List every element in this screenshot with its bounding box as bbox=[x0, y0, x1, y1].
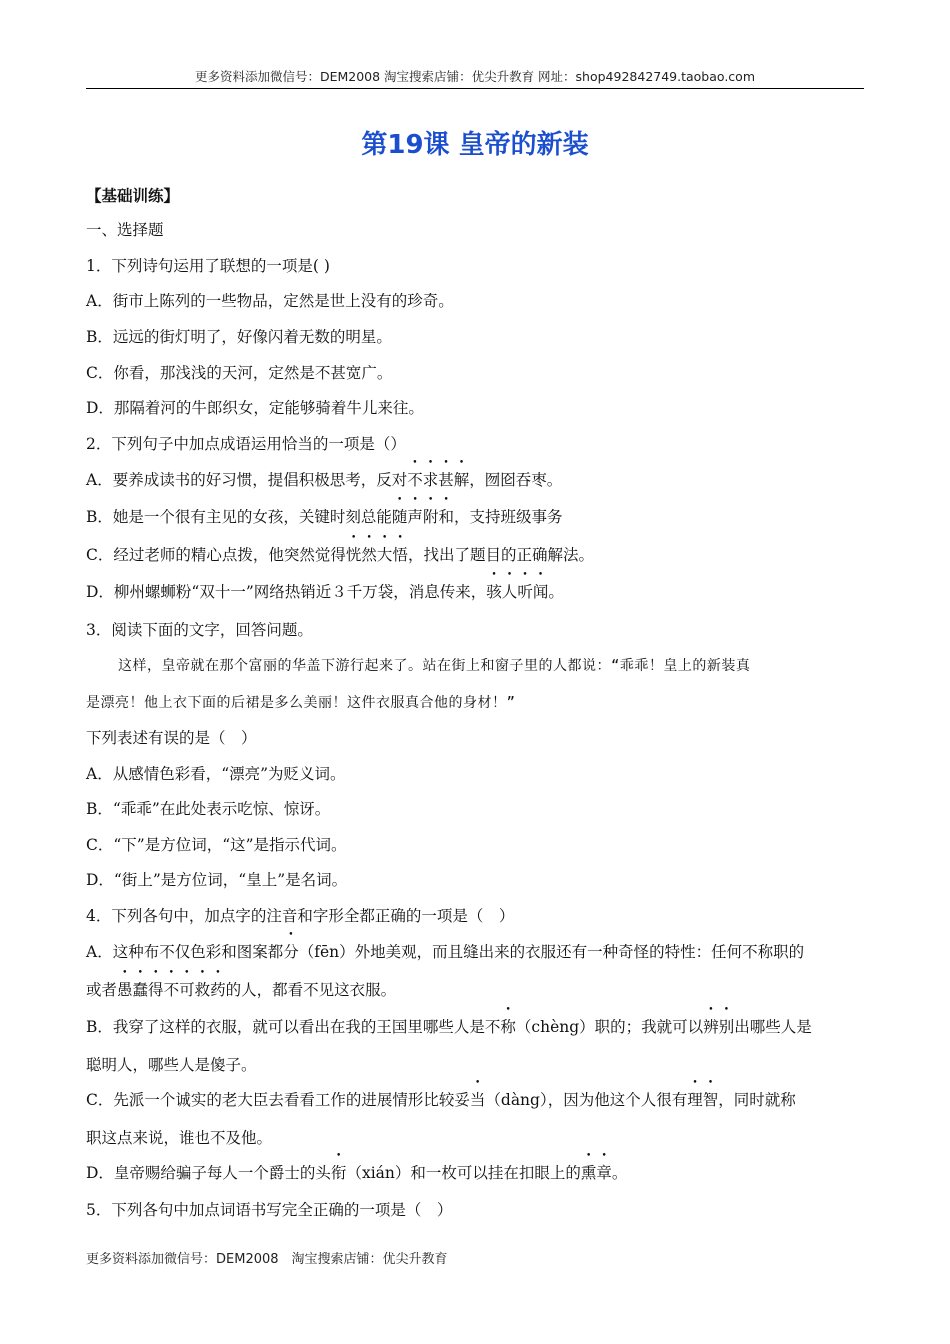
q4-option-b-line2: 聪明人，哪些人是傻子。 bbox=[86, 1056, 257, 1074]
q4-stem: 4．下列各句中，加点字的注音和字形全都正确的一项是（ ） bbox=[86, 907, 515, 925]
q1-option-c: C．你看，那浅浅的天河，定然是不甚宽广。 bbox=[86, 364, 393, 382]
q1-stem: 1．下列诗句运用了联想的一项是( ) bbox=[86, 257, 330, 275]
part-heading: 一、选择题 bbox=[86, 221, 164, 239]
q5-stem: 5．下列各句中加点词语书写完全正确的一项是（ ） bbox=[86, 1201, 453, 1219]
page-footer: 更多资料添加微信号：DEM2008 淘宝搜索店铺：优尖升教育 bbox=[86, 1252, 448, 1267]
page-header: 更多资料添加微信号：DEM2008 淘宝搜索店铺：优尖升教育 网址：shop492842749.taobao.com bbox=[194, 69, 756, 84]
q2-option-c: C．经过老师的精心点拨，他突然觉得恍然大悟，找出了题目的正确解法。 bbox=[86, 546, 594, 564]
q3-question: 下列表述有误的是（ ） bbox=[86, 729, 257, 747]
q2-option-a: A．要养成读书的好习惯，提倡积极思考，反对不求甚解，囫囵吞枣。 bbox=[86, 471, 563, 489]
q3-option-c: C．“下”是方位词，“这”是指示代词。 bbox=[86, 836, 347, 854]
q3-option-d: D．“街上”是方位词，“皇上”是名词。 bbox=[86, 871, 348, 889]
header-rule bbox=[86, 88, 864, 89]
q3-stem: 3．阅读下面的文字，回答问题。 bbox=[86, 621, 313, 639]
lesson-title: 第19课 皇帝的新装 bbox=[361, 130, 589, 160]
q4-option-b-line1: B．我穿了这样的衣服，就可以看出在我的王国里哪些人是不称（chèng）职的；我就可以辨别出哪些人是 bbox=[86, 1018, 812, 1036]
q2-stem: 2．下列句子中加点成语运用恰当的一项是（） bbox=[86, 435, 406, 453]
q4-option-d: D．皇帝赐给骗子每人一个爵士的头衔（xián）和一枚可以挂在扣眼上的熏章。 bbox=[86, 1164, 628, 1182]
q1-option-b: B．远远的街灯明了，好像闪着无数的明星。 bbox=[86, 328, 392, 346]
q1-option-a: A．街市上陈列的一些物品，定然是世上没有的珍奇。 bbox=[86, 292, 454, 310]
q4-option-a-line1: A．这种布不仅色彩和图案都分（fēn）外地美观，而且缝出来的衣服还有一种奇怪的特性：任何不称职的 bbox=[86, 943, 805, 961]
q3-passage-line2: 是漂亮！他上衣下面的后裙是多么美丽！这件衣服真合他的身材！” bbox=[86, 695, 516, 711]
section-heading: 【基础训练】 bbox=[86, 187, 180, 205]
q3-passage-line1: 这样，皇帝就在那个富丽的华盖下游行起来了。站在街上和窗子里的人都说：“乖乖！皇上的新装真 bbox=[118, 658, 751, 674]
q4-option-c-line1: C．先派一个诚实的老大臣去看看工作的进展情形比较妥当（dàng），因为他这个人很有理智，同时就称 bbox=[86, 1091, 796, 1109]
q1-option-d: D．那隔着河的牛郎织女，定能够骑着牛儿来往。 bbox=[86, 399, 424, 417]
q2-option-d: D．柳州螺蛳粉“双十一”网络热销近３千万袋，消息传来，骇人听闻。 bbox=[86, 583, 564, 601]
q4-option-c-line2: 职这点来说，谁也不及他。 bbox=[86, 1129, 273, 1147]
q2-option-b: B．她是一个很有主见的女孩，关键时刻总能随声附和，支持班级事务 bbox=[86, 508, 563, 526]
q4-option-a-line2: 或者愚蠢得不可救药的人，都看不见这衣服。 bbox=[86, 981, 397, 999]
q3-option-a: A．从感情色彩看，“漂亮”为贬义词。 bbox=[86, 765, 346, 783]
q3-option-b: B．“乖乖”在此处表示吃惊、惊讶。 bbox=[86, 800, 331, 818]
